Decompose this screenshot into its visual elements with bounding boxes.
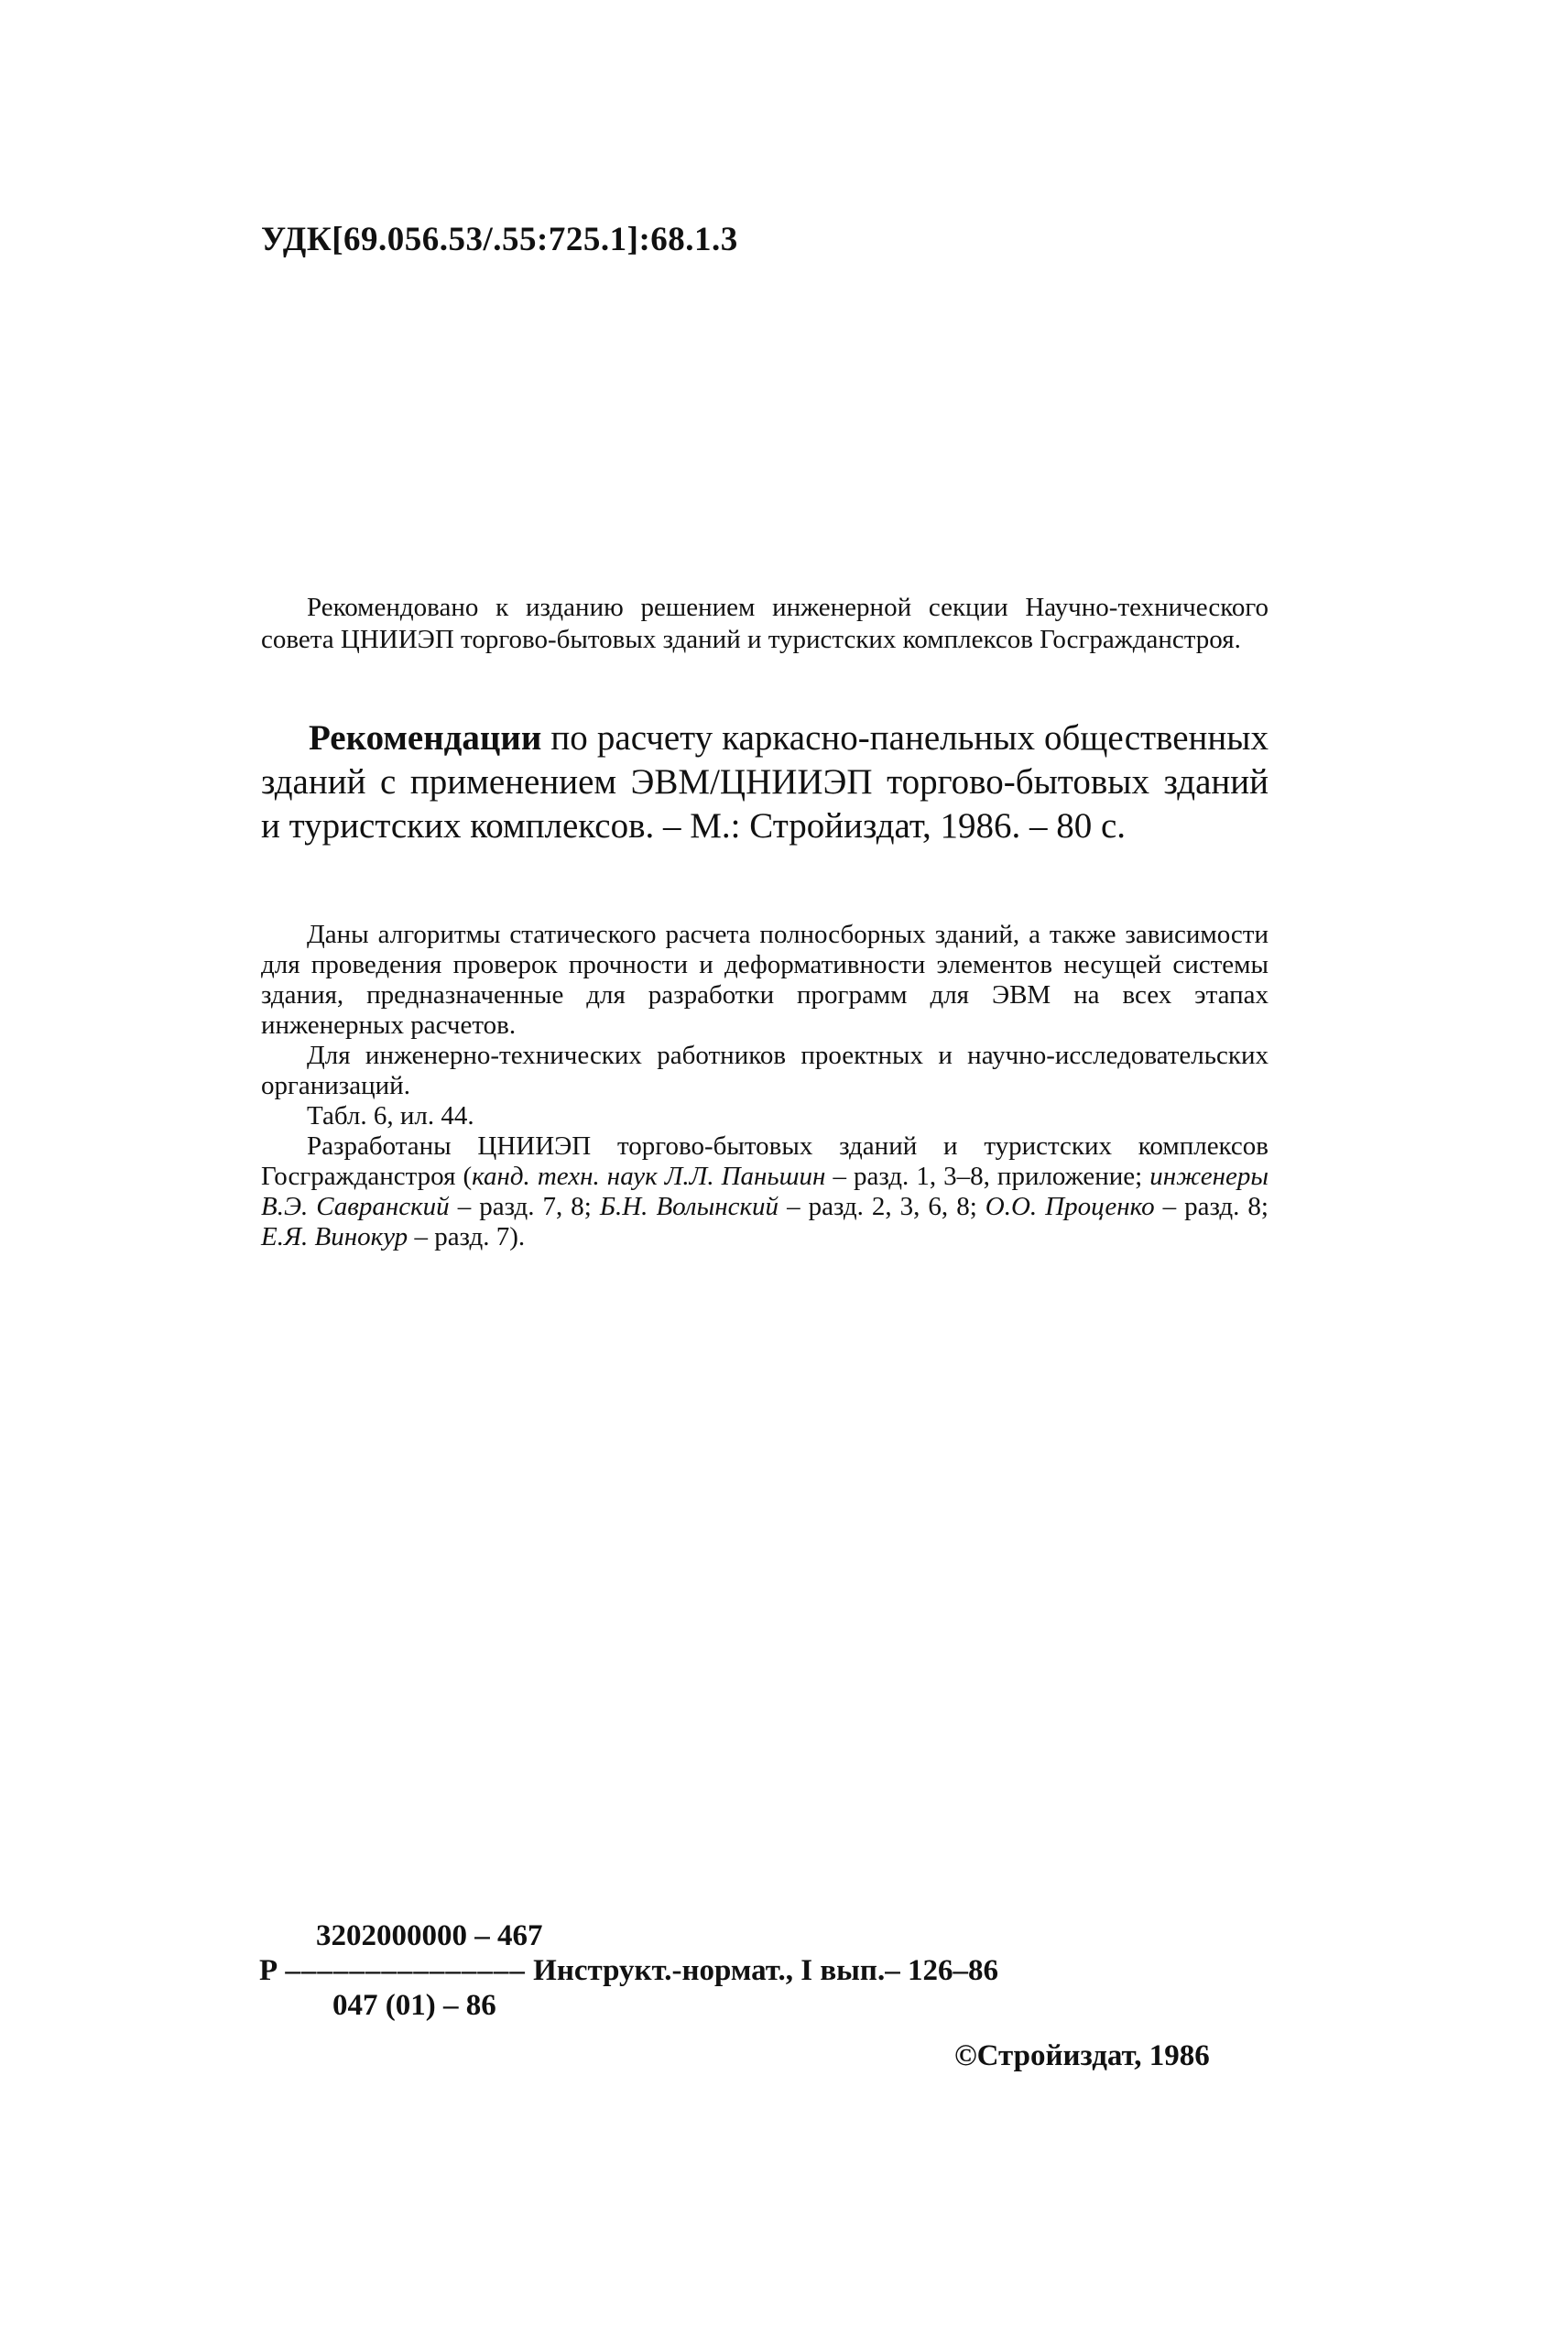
annotation bbox=[261, 920, 1269, 1252]
author-role-kand: канд. техн. наук Л.Л. Паньшин bbox=[472, 1162, 826, 1191]
publication-recommendation bbox=[261, 592, 1269, 656]
annotation-audience: Для инженерно-технических работников проектных и научно-исследовательских организаций. bbox=[261, 1041, 1269, 1100]
title-lead-word: Рекомендации bbox=[309, 718, 542, 758]
index-line bbox=[259, 1954, 998, 1988]
author-name-protsenko: О.О. Проценко bbox=[985, 1192, 1155, 1221]
annotation-summary: Даны алгоритмы статического расчета полносборных зданий, а также зависимости для проведения проверок прочности и деформативности элементов несущей системы здания, предназначенные для разработки программ для ЭВМ на всех этапах инженерных расчетов. bbox=[261, 920, 1269, 1040]
index-denominator: 047 (01) – 86 bbox=[332, 1989, 496, 2022]
index-letter: Р bbox=[259, 1954, 278, 1987]
author-sections-5: – разд. 7). bbox=[408, 1222, 526, 1251]
author-name-vinokur: Е.Я. Винокур bbox=[261, 1222, 408, 1251]
index-fraction-bar: ––––––––––––––– bbox=[285, 1954, 526, 1987]
authors-intro: Разработаны ЦНИИЭП торгово-бытовых зданий и туристских комплексов Госгражданстроя ( bbox=[261, 1131, 1269, 1191]
recommendation-text: Рекомендовано к изданию решением инженерной секции Научно-технического совета ЦНИИЭП торгово-бытовых зданий и туристских комплексов Госгражданстроя. bbox=[261, 593, 1269, 654]
copyright-notice: ©Стройиздат, 1986 bbox=[954, 2039, 1210, 2072]
author-sections-3: – разд. 2, 3, 6, 8; bbox=[779, 1192, 985, 1221]
annotation-authors bbox=[261, 1131, 1269, 1252]
bibliographic-description: по расчету каркасно-панельных общественных зданий с применением ЭВМ/ЦНИИЭП торгово-бытовых зданий и туристских комплексов. – М.: Стройиздат, 1986. – 80 с. bbox=[261, 718, 1269, 846]
author-sections-4: – разд. 8; bbox=[1154, 1192, 1269, 1221]
author-sections-1: – разд. 1, 3–8, приложение; bbox=[825, 1162, 1150, 1191]
annotation-tables-figures: Табл. 6, ил. 44. bbox=[307, 1101, 474, 1131]
author-role-inzh: инженеры В.Э. Савранский bbox=[261, 1162, 1269, 1221]
author-name-volynsky: Б.Н. Волынский bbox=[599, 1192, 779, 1221]
author-sections-2: – разд. 7, 8; bbox=[449, 1192, 600, 1221]
index-numerator: 3202000000 – 467 bbox=[316, 1919, 543, 1952]
index-series: Инструкт.-нормат., I вып.– 126–86 bbox=[533, 1954, 998, 1987]
bibliographic-record bbox=[261, 716, 1269, 848]
udk-code: УДК[69.056.53/.55:725.1]:68.1.3 bbox=[261, 221, 738, 258]
